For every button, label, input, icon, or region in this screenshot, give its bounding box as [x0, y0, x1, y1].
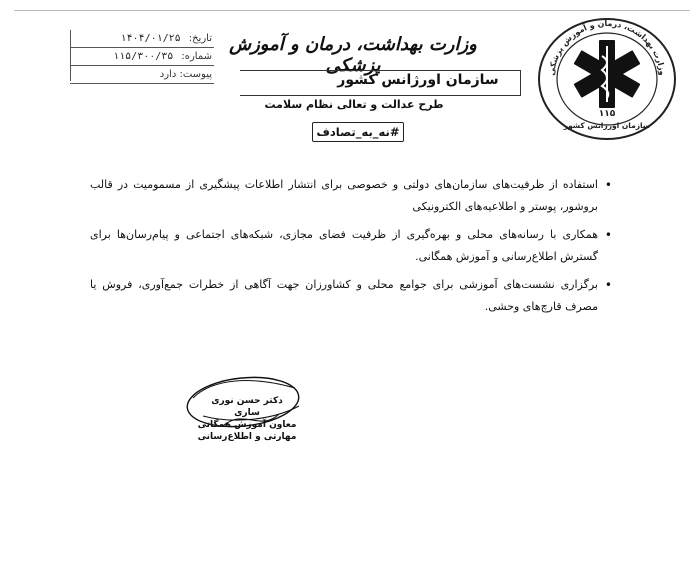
signer-title-2: مهارتی و اطلاع‌رسانی	[197, 432, 297, 442]
ministry-title: وزارت بهداشت، درمان و آموزش پزشکی	[229, 34, 477, 76]
list-item: • استفاده از ظرفیت‌های سازمان‌های دولتی و خصوصی برای انتشار اطلاعات پیشگیری از مسمومیت در قالب بروشور، پوستر و اطلاعیه‌های الکترونیکی	[90, 174, 612, 218]
signer-name: دکتر حسن نوری ساری	[211, 396, 283, 418]
subtitle: طرح عدالت و تعالی نظام سلامت	[264, 98, 444, 111]
list-item: • برگزاری نشست‌های آموزشی برای جوامع محلی و کشاورزان جهت آگاهی از خطرات جمع‌آوری، فروش یا مصرف قارچ‌های وحشی.	[90, 274, 612, 318]
signer-title-1: معاون آموزش همگانی	[197, 420, 297, 430]
bullet-icon: •	[604, 178, 612, 192]
star-of-life-icon	[532, 16, 682, 142]
logo-bottom-text: سازمان اورژانس کشور	[563, 121, 651, 130]
organization-title: سازمان اورژانس کشور	[337, 72, 499, 88]
number-label: شماره:	[181, 51, 212, 62]
date-value: ۱۴۰۴/۰۱/۲۵	[120, 33, 181, 44]
letter-body	[90, 174, 612, 324]
logo-number: ۱۱۵	[598, 109, 616, 119]
body-list	[90, 174, 612, 318]
top-rule	[14, 10, 690, 11]
attachment-label: پیوست: دارد	[159, 69, 212, 80]
date-label: تاریخ:	[188, 33, 212, 44]
bullet-icon: •	[604, 228, 612, 242]
attachment-row	[70, 66, 214, 84]
date-row	[70, 30, 214, 48]
number-row	[70, 48, 214, 66]
number-value: ۱۱۵/۳۰۰/۳۵	[113, 51, 174, 62]
meta-divider	[70, 30, 71, 81]
list-item: • همکاری با رسانه‌های محلی و بهره‌گیری از ظرفیت فضای مجازی، شبکه‌های اجتماعی و پیام‌رسان‌ها برای گسترش اطلاع‌رسانی و آموزش همگانی.	[90, 224, 612, 268]
emergency-logo-seal	[532, 16, 682, 142]
signature-block	[183, 368, 305, 442]
hashtag-box: #نه_به_تصادف	[312, 122, 404, 142]
logo-ring-text: وزارت بهداشت، درمان و آموزش پزشکی	[547, 18, 667, 76]
letter-meta-table	[70, 30, 214, 84]
signature-text	[197, 395, 297, 443]
bullet-icon: •	[604, 278, 612, 292]
